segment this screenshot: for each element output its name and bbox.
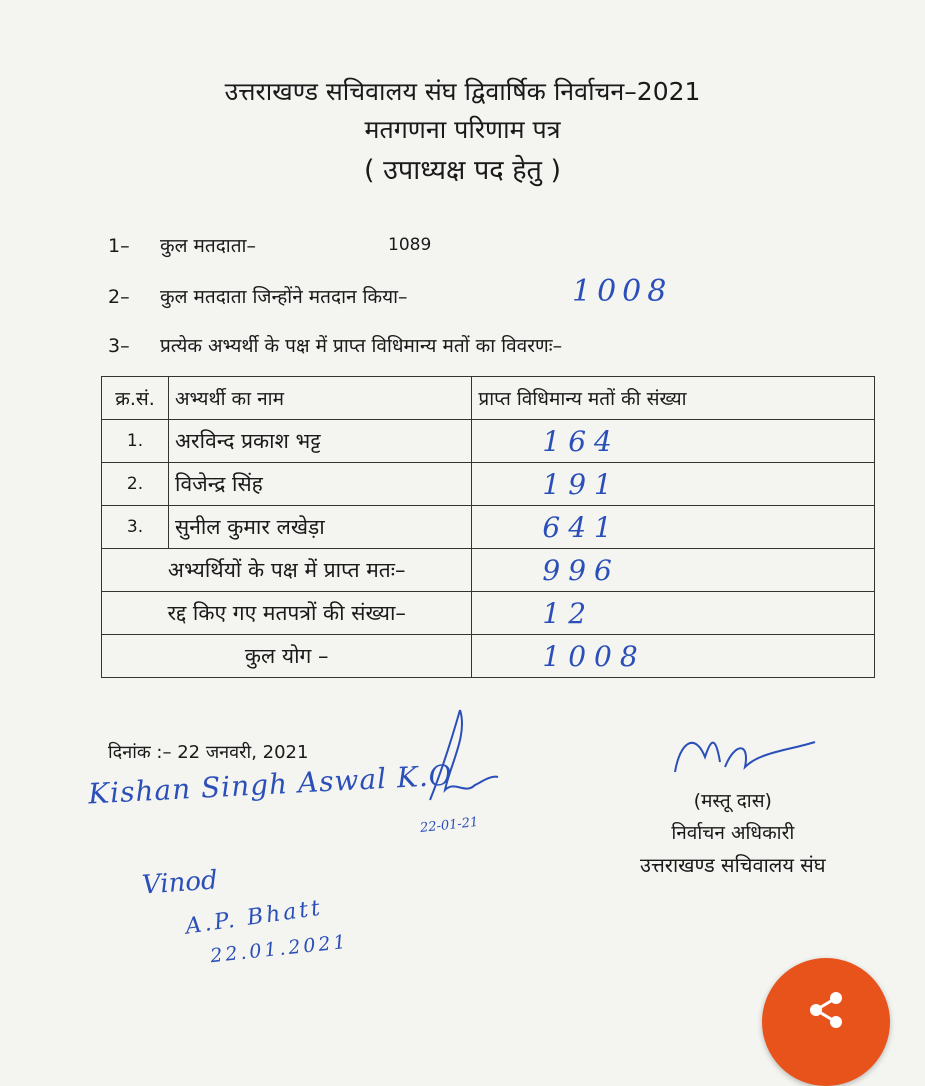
total-voters-value: 1089 [388, 235, 432, 255]
item-number: 3– [108, 335, 130, 357]
row-name: सुनील कुमार लखेड़ा [169, 506, 472, 549]
item-label: कुल मतदाता– [160, 235, 256, 257]
officer-name: (मस्तू दास) [693, 790, 772, 812]
header-name: अभ्यर्थी का नाम [169, 377, 472, 420]
item-number: 2– [108, 286, 130, 308]
row-votes: 191 [472, 463, 875, 506]
officer-signature [630, 712, 820, 792]
row-sno: 2. [102, 463, 169, 506]
summary-label: अभ्यर्थियों के पक्ष में प्राप्त मतः– [102, 549, 472, 592]
header-votes: प्राप्त विधिमान्य मतों की संख्या [472, 377, 875, 420]
share-button[interactable] [762, 958, 890, 1086]
row-name: अरविन्द प्रकाश भट्ट [169, 420, 472, 463]
signature-1-scrawl [420, 705, 510, 820]
signature-1-date: 22-01-21 [419, 814, 480, 837]
table-row [102, 506, 875, 549]
header-sno: क्र.सं. [102, 377, 169, 420]
item-label: प्रत्येक अभ्यर्थी के पक्ष में प्राप्त विधिमान्य मतों का विवरणः– [160, 335, 563, 357]
summary-row [102, 635, 875, 678]
total-voters-line [108, 232, 256, 258]
row-votes: 641 [472, 506, 875, 549]
table-row [102, 420, 875, 463]
row-votes: 164 [472, 420, 875, 463]
details-line [108, 332, 562, 358]
voted-count-line [108, 283, 408, 309]
officer-title: निर्वाचन अधिकारी [671, 822, 795, 844]
table-row [102, 463, 875, 506]
document-subtitle: मतगणना परिणाम पत्र [364, 115, 561, 144]
officer-org: उत्तराखण्ड सचिवालय संघ [640, 853, 826, 877]
summary-label: कुल योग – [102, 635, 472, 678]
summary-value: 12 [472, 592, 875, 635]
row-sno: 1. [102, 420, 169, 463]
summary-value: 996 [472, 549, 875, 592]
summary-row [102, 592, 875, 635]
table-header-row [102, 377, 875, 420]
signature-1-text: Kishan Singh Aswal K.O [87, 758, 454, 811]
results-table [101, 376, 875, 678]
voted-count-value: 1008 [572, 274, 673, 309]
item-label: कुल मतदाता जिन्होंने मतदान किया– [160, 286, 408, 308]
item-number: 1– [108, 235, 130, 257]
summary-row [102, 549, 875, 592]
row-sno: 3. [102, 506, 169, 549]
signature-2-text: Vinod [141, 865, 219, 901]
document-title: उत्तराखण्ड सचिवालय संघ द्विवार्षिक निर्वाचन–2021 [224, 77, 701, 106]
date-line: दिनांक :– 22 जनवरी, 2021 [108, 742, 309, 763]
row-name: विजेन्द्र सिंह [169, 463, 472, 506]
share-icon [806, 990, 846, 1030]
signature-2-date: 22.01.2021 [209, 930, 350, 968]
summary-label: रद्द किए गए मतपत्रों की संख्या– [102, 592, 472, 635]
post-name: ( उपाध्यक्ष पद हेतु ) [363, 155, 562, 186]
summary-value: 1008 [472, 635, 875, 678]
signature-2-name: A.P. Bhatt [183, 895, 325, 940]
election-officer-block [640, 785, 826, 881]
